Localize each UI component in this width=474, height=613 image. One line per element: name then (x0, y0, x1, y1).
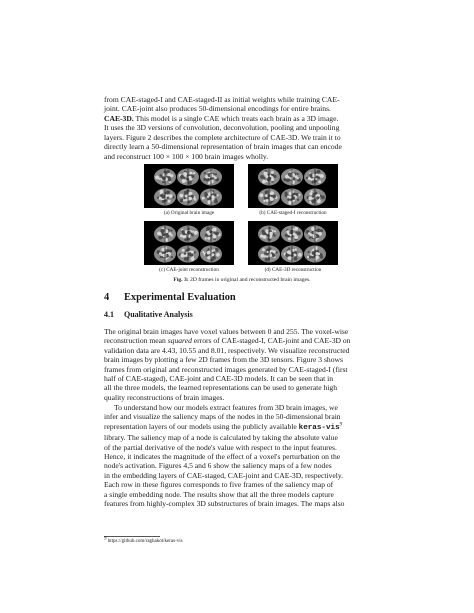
text-line: representation layers of our models using the publicly available (104, 421, 299, 431)
brain-frames-image (144, 164, 234, 208)
brain-slice (281, 189, 303, 206)
text-line: half of CAE-staged), CAE-joint and CAE-3D models. It can be seen that in (104, 374, 334, 384)
paragraph-intro (104, 95, 376, 114)
paragraph-qualitative (104, 327, 376, 402)
figure-label: Fig. 3: (173, 277, 189, 283)
subcaption: (d) CAE-3D reconstruction (264, 267, 322, 273)
brain-slice (177, 226, 199, 243)
section-number: 4 (104, 292, 110, 303)
brain-slice (304, 246, 326, 263)
text-line: The original brain images have voxel values between 0 and 255. The voxel-wise (104, 327, 349, 336)
text-line: a single embedding node. The results show that all the three models capture (104, 489, 334, 499)
brain-slice (154, 189, 176, 206)
section-heading (104, 292, 236, 303)
subfigure-cae-joint (144, 221, 234, 273)
figure-caption (144, 277, 340, 284)
text-line: and reconstruct 100 × 100 × 100 brain images wholly. (104, 151, 269, 161)
section-title: Experimental Evaluation (124, 292, 236, 303)
text-line: To understand how our models extract features from 3D brain images, we (114, 403, 338, 412)
paragraph-lead: CAE-3D. (104, 114, 134, 123)
subcaption: (b) CAE-staged-I reconstruction (259, 210, 327, 216)
brain-slice (258, 189, 280, 206)
subcaption: (a) Original brain image (163, 210, 215, 216)
text-line: Hence, it indicates the magnitude of the effect of a voxel's perturbation on the (104, 452, 341, 462)
text-line: library. The saliency map of a node is calculated by taking the absolute value (104, 433, 338, 443)
brain-slice (281, 226, 303, 243)
text-line: brain images by plotting a few 2D frames from the 3D tensors. Figure 3 shows (104, 355, 343, 365)
brain-slice (177, 169, 199, 186)
brain-slice (200, 246, 222, 263)
brain-slice (304, 169, 326, 186)
footnote-ref: 9 (339, 422, 343, 428)
emphasis: squared (167, 336, 192, 346)
brain-slice (154, 246, 176, 263)
subcaption: (c) CAE-joint reconstruction (159, 267, 219, 273)
brain-frames-image (144, 221, 234, 265)
text-line: of the partial derivative of the node's value with respect to the input features. (104, 442, 337, 452)
figure-3 (144, 164, 340, 292)
text-line: It uses the 3D versions of convolution, deconvolution, pooling and unpooling (104, 123, 340, 133)
text-line: Each row in these figures corresponds to five frames of the saliency map of (104, 480, 334, 490)
brain-frames-image (248, 164, 338, 208)
text-line: validation data are 4.43, 10.55 and 8.01, respectively. We visualize reconstructed (104, 345, 350, 355)
brain-slice (200, 169, 222, 186)
subfigure-cae-3d (248, 221, 338, 273)
subfigure-original (144, 164, 234, 216)
text-line: features from highly-complex 3D substructures of brain images. The maps also (104, 499, 345, 509)
brain-slice (258, 169, 280, 186)
code-keras-vis: keras-vis (298, 423, 340, 432)
subfigure-cae-staged (248, 164, 338, 216)
brain-slice (281, 246, 303, 263)
text-line: quality reconstructions of brain images. (104, 392, 225, 402)
subsection-heading (104, 310, 193, 319)
paragraph-cae3d (104, 114, 376, 161)
text-line: layers. Figure 2 describes the complete architecture of CAE-3D. We train it to (104, 132, 341, 142)
text-line: reconstruction mean (104, 336, 168, 346)
footnote-mark: 9 (104, 536, 107, 542)
text-line: all the three models, the learned representations can be used to generate high (104, 383, 337, 393)
text-line: directly learn a 50-dimensional representation of brain images that can encode (104, 142, 342, 152)
brain-slice (154, 226, 176, 243)
paragraph-saliency (104, 403, 376, 508)
text-line: joint. CAE-joint also produces 50-dimensional encodings for entire brains. (104, 104, 331, 114)
brain-slice (304, 226, 326, 243)
brain-slice (154, 169, 176, 186)
text-line: node's activation. Figures 4,5 and 6 show the saliency maps of a few nodes (104, 461, 332, 471)
text-line: infer and visualize the saliency maps of the nodes in the 50-dimensional brain (104, 412, 341, 422)
brain-slice (177, 189, 199, 206)
text-line: from CAE-staged-I and CAE-staged-II as initial weights while training CAE- (104, 95, 340, 104)
footnote (104, 536, 183, 545)
brain-frames-image (248, 221, 338, 265)
figure-caption-text: 2D frames in original and reconstructed brain images. (188, 277, 311, 283)
brain-slice (281, 169, 303, 186)
text-line: This model is a single CAE which treats each brain as a 3D image. (133, 114, 339, 123)
brain-slice (304, 189, 326, 206)
brain-slice (177, 246, 199, 263)
brain-slice (200, 189, 222, 206)
brain-slice (258, 226, 280, 243)
subsection-number: 4.1 (104, 310, 114, 319)
text-line: frames from original and reconstructed images generated by CAE-staged-I (first (104, 364, 348, 374)
footnote-url: https://github.com/raghakot/keras-vis (106, 539, 183, 544)
footnote-rule (104, 536, 160, 537)
text-line: in the embedding layers of CAE-staged, CAE-joint and CAE-3D, respectively. (104, 470, 344, 480)
brain-slice (200, 226, 222, 243)
brain-slice (258, 246, 280, 263)
subsection-title: Qualitative Analysis (124, 310, 193, 319)
text-line: errors of CAE-staged-I, CAE-joint and CAE-3D on (191, 336, 351, 346)
